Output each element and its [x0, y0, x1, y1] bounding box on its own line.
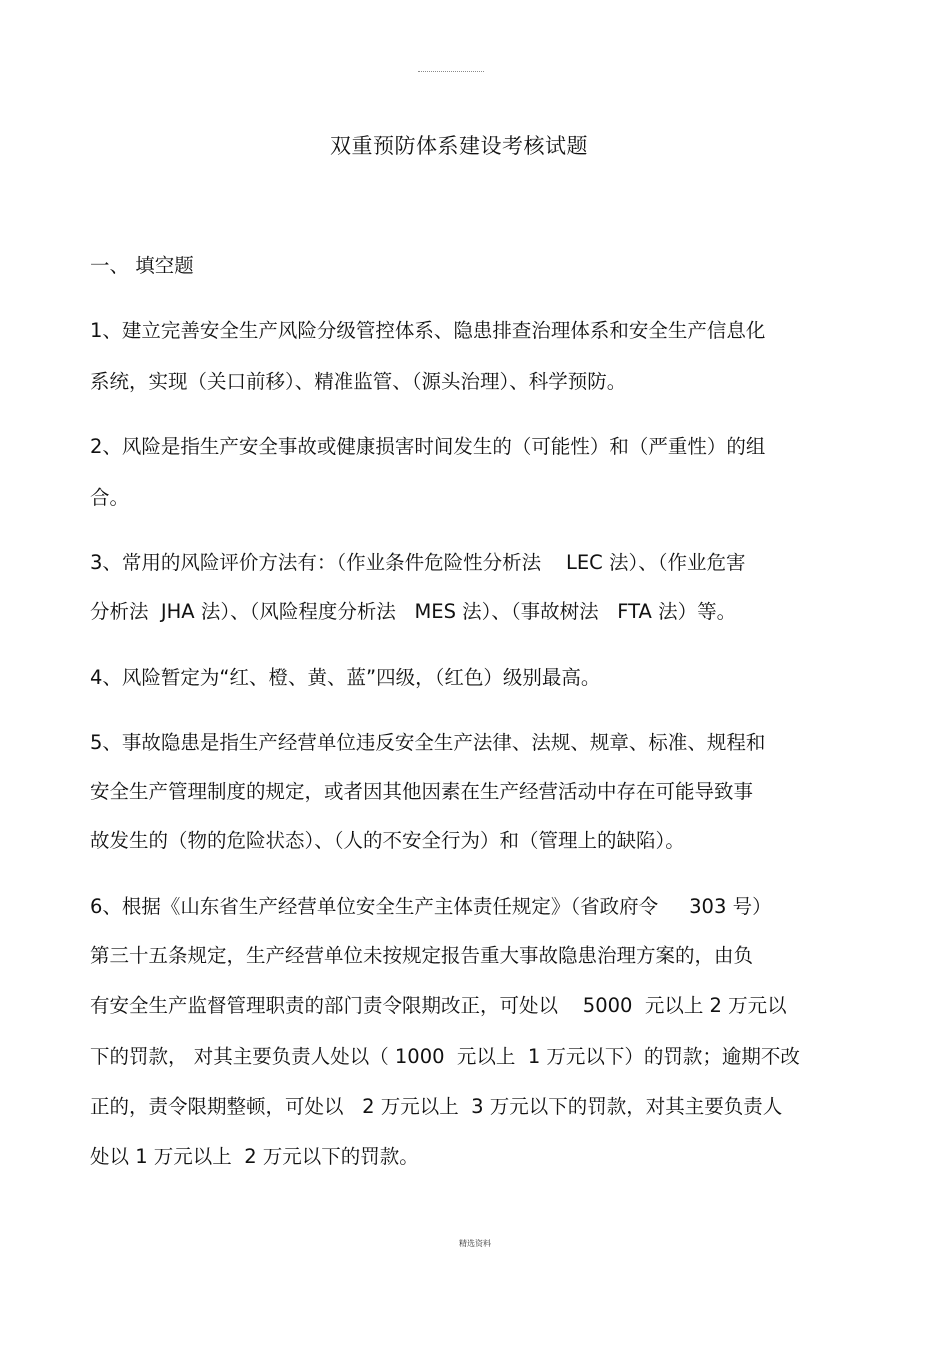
question-6-line-1: 6、根据《山东省生产经营单位安全生产主体责任规定》（省政府令 303 号）	[90, 895, 772, 918]
question-1-line-2: 系统，实现（关口前移）、精准监管、（源头治理）、科学预防。	[90, 370, 627, 393]
question-6-line-2: 第三十五条规定，生产经营单位未按规定报告重大事故隐患治理方案的，由负	[90, 944, 754, 967]
question-2-line-1: 2、风险是指生产安全事故或健康损害时间发生的（可能性）和（严重性）的组	[90, 435, 766, 458]
question-6-line-3: 有安全生产监督管理职责的部门责令限期改正，可处以 5000 元以上 2 万元以	[90, 994, 787, 1017]
question-3-line-1: 3、常用的风险评价方法有：（作业条件危险性分析法 LEC 法）、（作业危害	[90, 551, 746, 574]
question-5-line-1: 5、事故隐患是指生产经营单位违反安全生产法律、法规、规章、标准、规程和	[90, 731, 766, 754]
header-rule	[418, 71, 484, 72]
question-1-line-1: 1、建立完善安全生产风险分级管控体系、隐患排查治理体系和安全生产信息化	[90, 319, 766, 342]
question-3-line-2: 分析法 JHA 法）、（风险程度分析法 MES 法）、（事故树法 FTA 法）等。	[90, 600, 737, 623]
section-heading: 一、 填空题	[90, 254, 194, 277]
question-2-line-2: 合。	[90, 486, 130, 509]
question-6-line-5: 正的，责令限期整顿，可处以 2 万元以上 3 万元以下的罚款，对其主要负责人	[90, 1095, 783, 1118]
question-6-line-6: 处以 1 万元以上 2 万元以下的罚款。	[90, 1145, 419, 1168]
question-5-line-3: 故发生的（物的危险状态）、（人的不安全行为）和（管理上的缺陷）。	[90, 829, 685, 852]
question-5-line-2: 安全生产管理制度的规定，或者因其他因素在生产经营活动中存在可能导致事	[90, 780, 754, 803]
question-4-line-1: 4、风险暂定为“红、橙、黄、蓝”四级，（红色）级别最高。	[90, 666, 601, 689]
document-title: 双重预防体系建设考核试题	[330, 134, 588, 158]
question-6-line-4: 下的罚款， 对其主要负责人处以（ 1000 元以上 1 万元以下）的罚款；逾期不改	[90, 1045, 800, 1068]
page-footer: 精选资料	[459, 1239, 491, 1248]
